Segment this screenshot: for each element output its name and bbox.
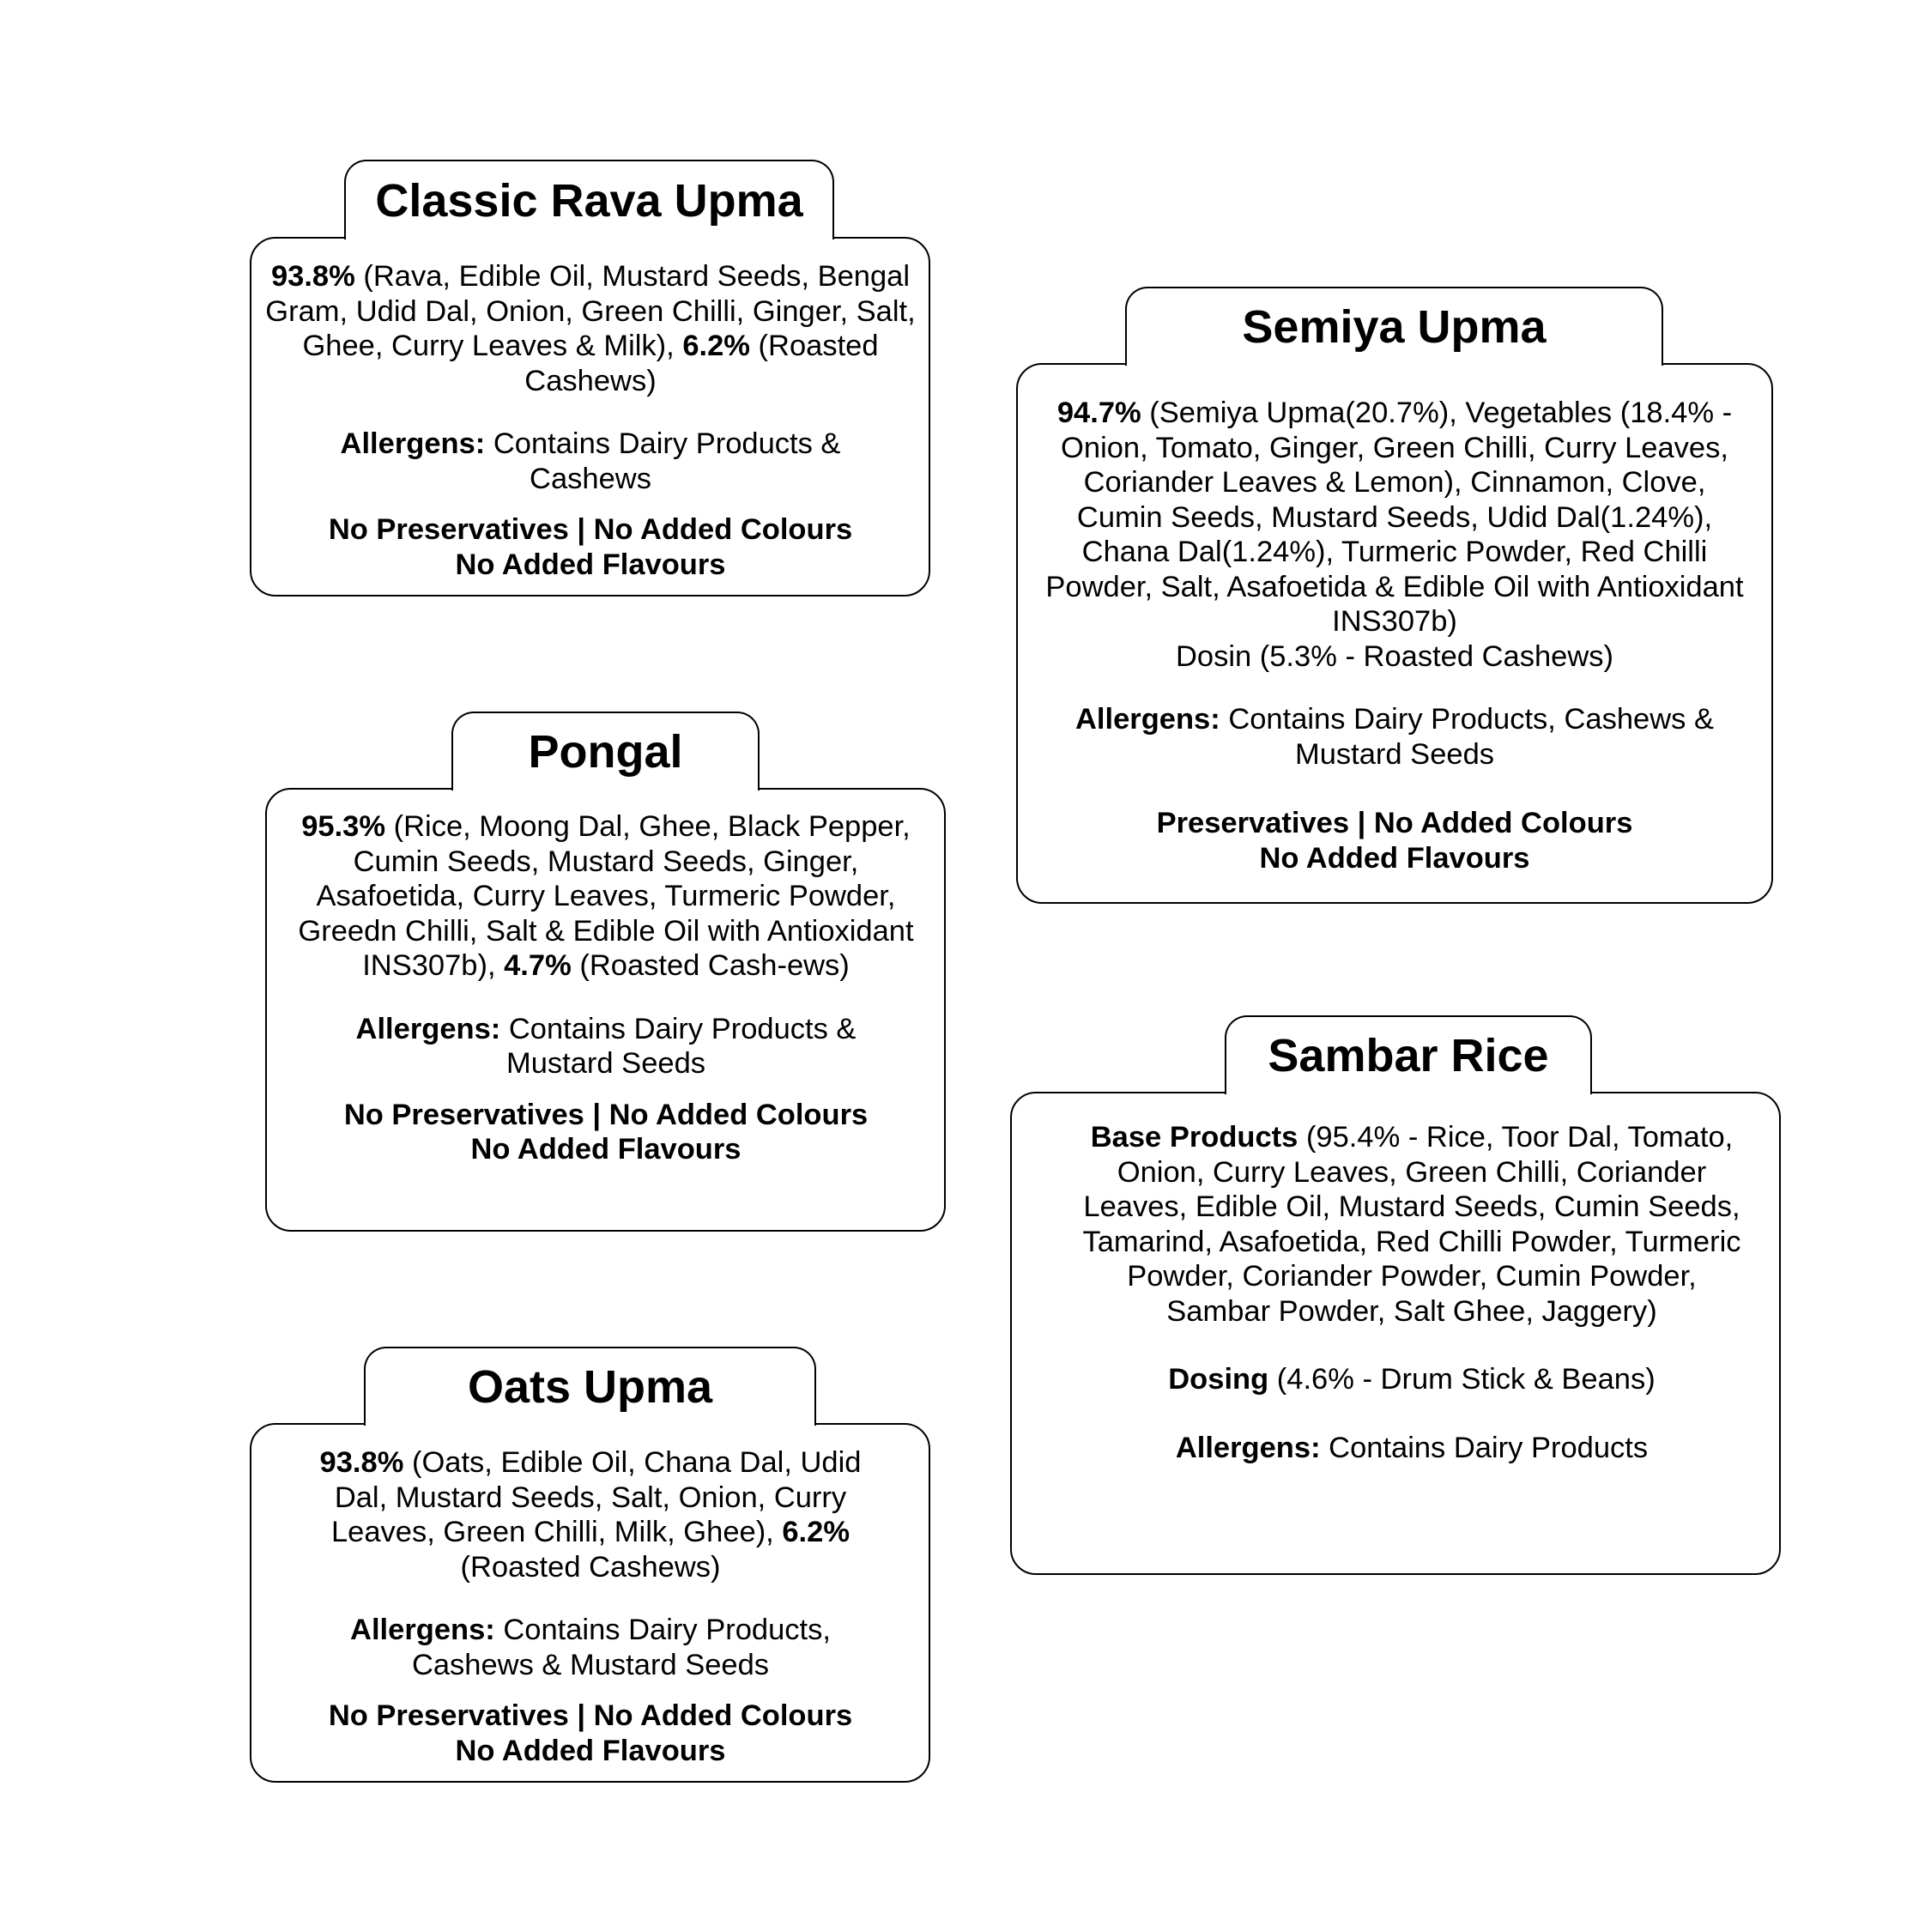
claims-line-2: No Added Flavours (455, 548, 726, 581)
card-title-tab (344, 160, 834, 239)
claims-line-2: No Added Flavours (1259, 841, 1530, 875)
allergens-label: Allergens: (350, 1614, 495, 1646)
extra-ingredients: (Roasted Cashews) (524, 330, 879, 397)
allergens-text (281, 1012, 930, 1081)
card-title: Oats Upma (467, 1361, 713, 1413)
claims-line-1: Preservatives | No Added Colours (1156, 807, 1633, 839)
card-title: Semiya Upma (1242, 301, 1547, 353)
allergens-label: Allergens: (355, 1012, 501, 1045)
dosing-label: Dosing (1168, 1363, 1269, 1396)
claims-line-2: No Added Flavours (455, 1734, 726, 1767)
claims-line-1: No Preservatives | No Added Colours (343, 1098, 869, 1131)
ingredients-text (307, 1445, 874, 1584)
card-content (256, 1445, 925, 1768)
main-ingredients: (Oats, Edible Oil, Chana Dal, Udid Dal, Mustard Seeds, Salt, Onion, Curry Leaves, Green Chilli, Milk, Ghee), (330, 1446, 862, 1548)
claims-line-1: No Preservatives | No Added Colours (328, 1699, 853, 1732)
allergens-value: Contains Dairy Products, Cashews & Mustard Seeds (411, 1614, 831, 1681)
allergens-value: Contains Dairy Products, Cashews & Mustard Seeds (1220, 703, 1714, 771)
allergens-text (1074, 1431, 1749, 1466)
main-ingredients: (Rava, Edible Oil, Mustard Seeds, Bengal Gram, Udid Dal, Onion, Green Chilli, Ginger, Salt, Ghee, Curry Leaves & Milk), (265, 260, 916, 362)
card-title-tab (1225, 1015, 1592, 1094)
dosing-text: Dosin (5.3% - Roasted Cashews) (1175, 639, 1614, 673)
card-title-tab (451, 712, 760, 790)
card-title: Classic Rava Upma (375, 174, 803, 227)
allergens-value: Contains Dairy Products & Cashews (485, 427, 841, 495)
ingredients-text (263, 259, 918, 398)
ingredients-text (281, 809, 930, 984)
card-title-tab (1125, 287, 1663, 366)
extra-percentage: 4.7% (504, 949, 572, 982)
base-ingredients: (95.4% - Rice, Toor Dal, Tomato, Onion, Curry Leaves, Green Chilli, Coriander Leaves, Edible Oil, Mustard Seeds, Cumin Seeds, Tamarind, Asafoetida, Red Chilli Powder, Turmeric Powder, Coriander Powder, Cumin Powder, Sambar Powder, Salt Ghee, Jaggery) (1082, 1121, 1741, 1328)
main-percentage: 95.3% (301, 810, 386, 843)
allergens-label: Allergens: (340, 427, 486, 460)
extra-percentage: 6.2% (682, 330, 750, 362)
main-ingredients: (Semiya Upma(20.7%), Vegetables (18.4% - Onion, Tomato, Ginger, Green Chilli, Curry Leaves, Coriander Leaves & Lemon), Cinnamon, Clove, Cumin Seeds, Mustard Seeds, Udid Dal(1.24%), Chana Dal(1.24%), Turmeric Powder, Red Chilli Powder, Salt, Asafoetida & Edible Oil with Antioxidant INS307b) (1045, 397, 1744, 638)
card-content (256, 259, 925, 582)
dosing-value: (4.6% - Drum Stick & Beans) (1268, 1363, 1656, 1396)
card-content (1016, 1120, 1775, 1465)
card-title: Pongal (528, 726, 683, 778)
card-title: Sambar Rice (1268, 1030, 1549, 1081)
claims-line-1: No Preservatives | No Added Colours (328, 513, 853, 546)
allergens-label: Allergens: (1175, 1431, 1321, 1464)
allergens-text (307, 1613, 874, 1682)
dosing-text (1074, 1362, 1749, 1397)
main-percentage: 93.8% (270, 260, 355, 293)
extra-ingredients: (Roasted Cashews) (460, 1550, 721, 1584)
allergens-value: Contains Dairy Products & Mustard Seeds (500, 1012, 857, 1080)
allergens-label: Allergens: (1075, 703, 1220, 736)
card-content (1022, 396, 1767, 875)
allergens-value: Contains Dairy Products (1320, 1431, 1649, 1464)
ingredients-text (1039, 396, 1750, 639)
base-products-label: Base Products (1090, 1121, 1298, 1154)
allergens-text (263, 427, 918, 496)
card-content (271, 809, 941, 1167)
base-products-text (1074, 1120, 1749, 1329)
card-title-tab (364, 1347, 816, 1426)
main-percentage: 93.8% (319, 1446, 404, 1479)
main-percentage: 94.7% (1056, 397, 1141, 429)
claims-line-2: No Added Flavours (470, 1133, 742, 1166)
extra-ingredients: (Roasted Cash-ews) (571, 949, 850, 982)
extra-percentage: 6.2% (782, 1516, 850, 1548)
allergens-text (1039, 702, 1750, 772)
main-ingredients: (Rice, Moong Dal, Ghee, Black Pepper, Cumin Seeds, Mustard Seeds, Ginger, Asafoetida, Curry Leaves, Turmeric Powder, Greedn Chilli, Salt & Edible Oil with Antioxidant INS307b), (298, 810, 914, 982)
